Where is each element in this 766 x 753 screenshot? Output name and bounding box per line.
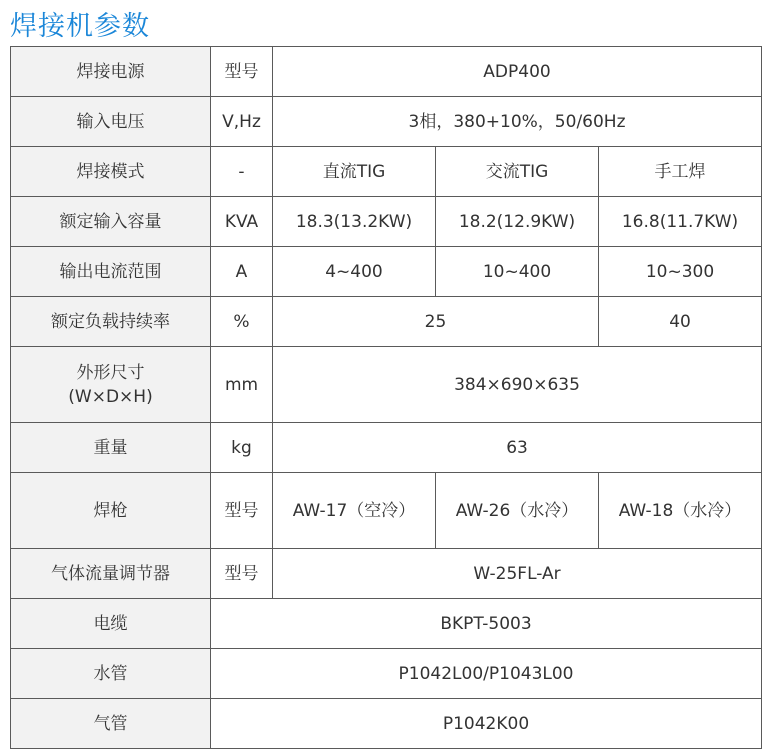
table-row bbox=[11, 423, 762, 473]
table-row bbox=[11, 47, 762, 97]
row-unit: kg bbox=[211, 423, 273, 473]
row-label: 水管 bbox=[11, 649, 211, 699]
row-label: 输出电流范围 bbox=[11, 247, 211, 297]
row-label: 输入电压 bbox=[11, 97, 211, 147]
cell-dc-tig: AW-17（空冷） bbox=[273, 473, 436, 549]
row-unit: A bbox=[211, 247, 273, 297]
row-label: 焊枪 bbox=[11, 473, 211, 549]
row-label bbox=[11, 347, 211, 423]
cell-dc-tig: 18.3(13.2KW) bbox=[273, 197, 436, 247]
table-row bbox=[11, 347, 762, 423]
row-unit: % bbox=[211, 297, 273, 347]
spec-table bbox=[10, 46, 762, 749]
cell-manual: 10~300 bbox=[599, 247, 762, 297]
row-unit: 型号 bbox=[211, 47, 273, 97]
row-value: 63 bbox=[273, 423, 762, 473]
row-label-line2: (W×D×H) bbox=[68, 386, 153, 407]
table-row bbox=[11, 649, 762, 699]
row-unit: - bbox=[211, 147, 273, 197]
row-label: 气体流量调节器 bbox=[11, 549, 211, 599]
table-row bbox=[11, 147, 762, 197]
cell-ac-tig: 10~400 bbox=[436, 247, 599, 297]
table-row bbox=[11, 599, 762, 649]
row-unit: KVA bbox=[211, 197, 273, 247]
cell-ac-tig: AW-26（水冷） bbox=[436, 473, 599, 549]
row-value: P1042L00/P1043L00 bbox=[211, 649, 762, 699]
row-label: 电缆 bbox=[11, 599, 211, 649]
cell-ac-tig: 交流TIG bbox=[436, 147, 599, 197]
cell-manual: 手工焊 bbox=[599, 147, 762, 197]
row-unit: V,Hz bbox=[211, 97, 273, 147]
row-value: 384×690×635 bbox=[273, 347, 762, 423]
row-unit: 型号 bbox=[211, 549, 273, 599]
row-value: BKPT-5003 bbox=[211, 599, 762, 649]
cell-ac-tig: 18.2(12.9KW) bbox=[436, 197, 599, 247]
row-label: 气管 bbox=[11, 699, 211, 749]
row-value: ADP400 bbox=[273, 47, 762, 97]
table-row bbox=[11, 297, 762, 347]
table-row bbox=[11, 549, 762, 599]
row-label: 额定负载持续率 bbox=[11, 297, 211, 347]
cell-dc-tig: 4~400 bbox=[273, 247, 436, 297]
cell-dc-tig: 直流TIG bbox=[273, 147, 436, 197]
row-value: P1042K00 bbox=[211, 699, 762, 749]
table-row bbox=[11, 197, 762, 247]
row-unit: 型号 bbox=[211, 473, 273, 549]
cell-manual: 40 bbox=[599, 297, 762, 347]
row-label: 重量 bbox=[11, 423, 211, 473]
row-label: 额定输入容量 bbox=[11, 197, 211, 247]
row-label-line1: 外形尺寸 bbox=[76, 362, 145, 383]
table-row bbox=[11, 473, 762, 549]
row-unit: mm bbox=[211, 347, 273, 423]
row-label: 焊接电源 bbox=[11, 47, 211, 97]
row-value: W-25FL-Ar bbox=[273, 549, 762, 599]
row-value: 3相，380+10%，50/60Hz bbox=[273, 97, 762, 147]
table-row bbox=[11, 699, 762, 749]
cell-manual: 16.8(11.7KW) bbox=[599, 197, 762, 247]
cell-tig: 25 bbox=[273, 297, 599, 347]
row-label: 焊接模式 bbox=[11, 147, 211, 197]
page-title: 焊接机参数 bbox=[10, 11, 150, 42]
table-row bbox=[11, 97, 762, 147]
cell-manual: AW-18（水冷） bbox=[599, 473, 762, 549]
table-row bbox=[11, 247, 762, 297]
